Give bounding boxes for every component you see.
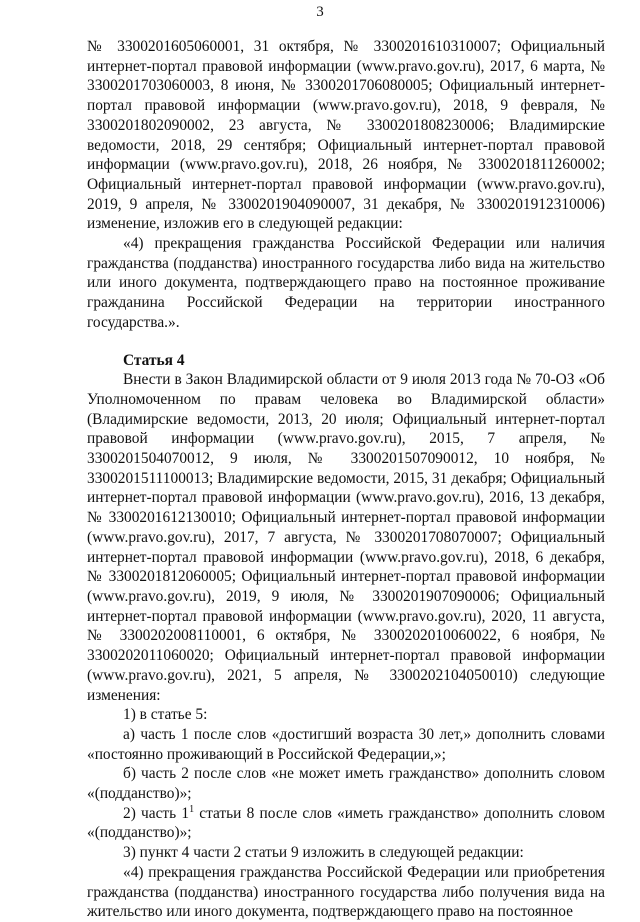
- item-2-text-end: статьи 8 после слов «иметь гражданство» дополнить словом «(подданство)»;: [87, 804, 606, 842]
- article-4-item-3: 3) пункт 4 части 2 статьи 9 изложить в следующей редакции:: [123, 844, 524, 862]
- page-number: 3: [316, 4, 324, 20]
- quoted-clause-4: «4) прекращения гражданства Российской Федерации или наличия гражданства (подданства) иностранного государства либо вида на жительство или иного документа, подтверждающего право на постоянное проживание гражданина Российской Федерации на территории иностранного государства.».: [87, 235, 605, 331]
- article-4-item-3-quote: «4) прекращения гражданства Российской Федерации или приобретения гражданства (подданства) иностранного государства либо получения вида на жительство или иного документа, подтверждающего право на постоянное: [87, 863, 605, 921]
- article-4-intro: Внести в Закон Владимирской области от 9 июля 2013 года № 70-ОЗ «Об Уполномоченном по правам человека во Владимирской области» (Владимирские ведомости, 2013, 20 июля; Официальный интернет-портал правовой информации (www.pravo.gov.ru), 2015, 7 апреля, № 3300201504070012, 9 июля, № 3300201507090012, 10 ноября, № 3300201511100013; Владимирские ведомости, 2015, 31 декабря; Официальный интернет-портал правовой информации (www.pravo.gov.ru), 2016, 13 декабря, № 3300201612130010; Официальный интернет-портал правовой информации (www.pravo.gov.ru), 2017, 7 августа, № 3300201708070007; Официальный интернет-портал правовой информации (www.pravo.gov.ru), 2018, 6 декабря, № 3300201812060005; Официальный интернет-портал правовой информации (www.pravo.gov.ru), 2019, 9 июля, № 3300201907090006; Официальный интернет-портал правовой информации (www.pravo.gov.ru), 2020, 11 августа, № 3300202008110001, 6 октября, № 3300202010060022, 6 ноября, № 3300202011060020; Официальный интернет-портал правовой информации (www.pravo.gov.ru), 2021, 5 апреля, № 3300202104050010) следующие изменения:: [87, 371, 605, 704]
- article-4-item-2: [87, 804, 605, 843]
- article-4-item-1a: а) часть 1 после слов «достигший возраста 30 лет,» дополнить словами «постоянно проживающий в Российской Федерации,»;: [87, 725, 605, 763]
- article-4-item-1b: б) часть 2 после слов «не может иметь гражданство» дополнить словом «(подданство)»;: [87, 765, 605, 803]
- article-4-heading: Статья 4: [123, 351, 185, 369]
- article-4-item-1: 1) в статье 5:: [123, 706, 208, 724]
- continuation-paragraph: № 3300201605060001, 31 октября, № 3300201610310007; Официальный интернет-портал правовой информации (www.pravo.gov.ru), 2017, 6 марта, № 3300201703060003, 8 июня, № 3300201706080005; Официальный интернет-портал правовой информации (www.pravo.gov.ru), 2018, 9 февраля, № 3300201802090002, 23 августа, № 3300201808230006; Владимирские ведомости, 2018, 29 сентября; Официальный интернет-портал правовой информации (www.pravo.gov.ru), 2018, 26 ноября, № 3300201811260002; Официальный интернет-портал правовой информации (www.pravo.gov.ru), 2019, 9 апреля, № 3300201904090007, 31 декабря, № 3300201912310006) изменение, изложив его в следующей редакции:: [87, 38, 605, 233]
- item-2-text-start: 2) часть 1: [123, 804, 190, 822]
- item-2-superscript: 1: [189, 803, 195, 815]
- document-body: [87, 37, 605, 922]
